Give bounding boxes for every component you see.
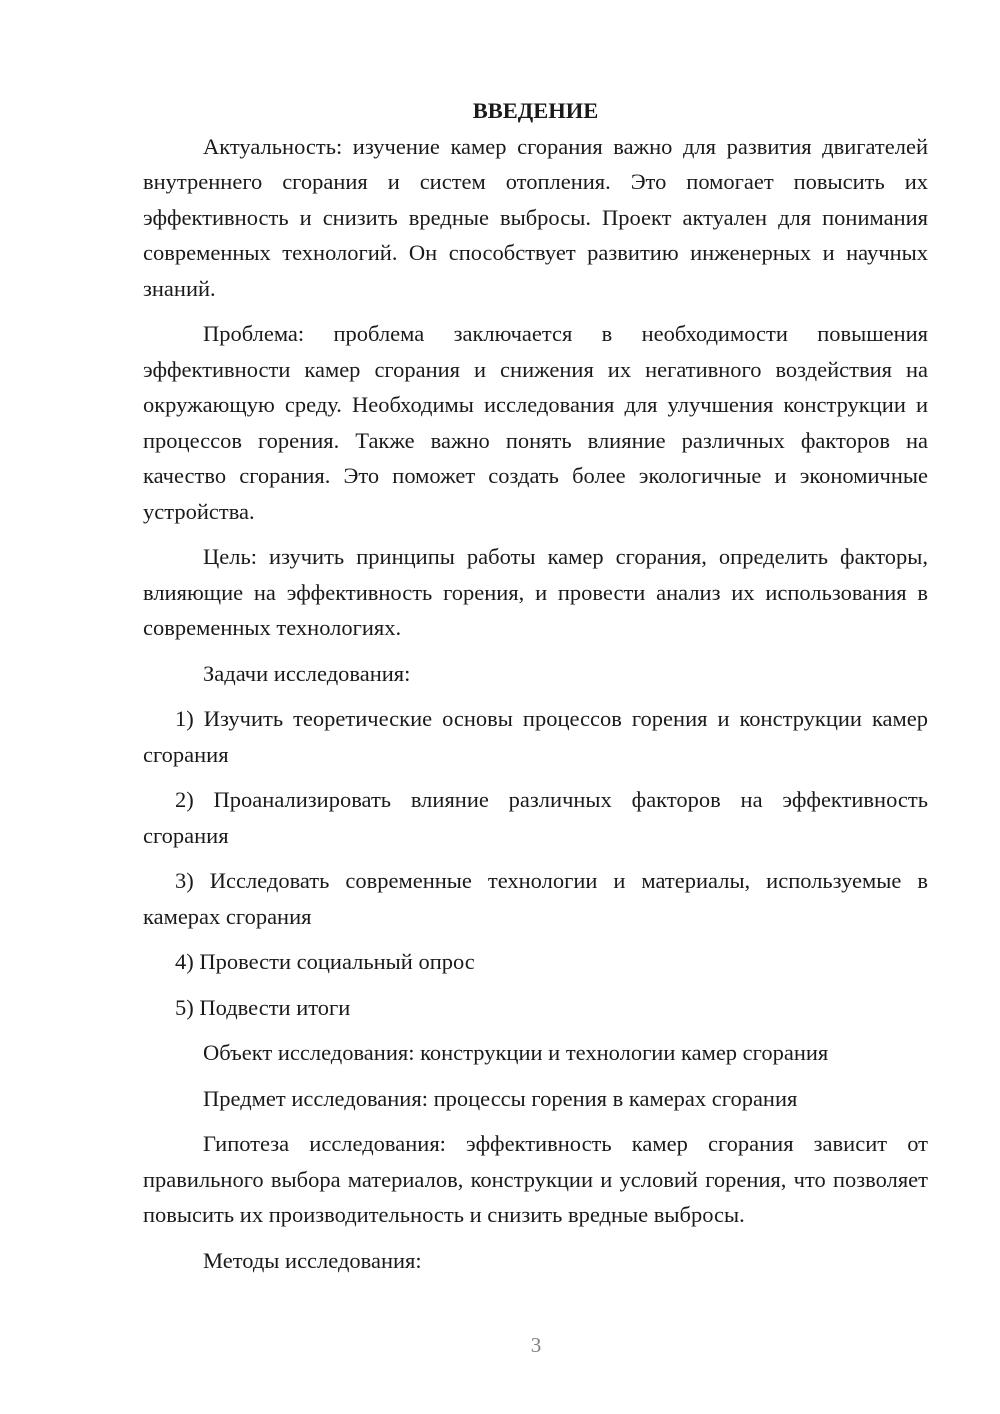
paragraph-subject: Предмет исследования: процессы горения в камерах сгорания [203, 1085, 798, 1111]
task-item-4: 4) Провести социальный опрос [175, 949, 475, 974]
task-item-2: 2) Проанализировать влияние различных факторов на эффективность сгорания [143, 787, 928, 848]
task-item-3: 3) Исследовать современные технологии и материалы, используемые в камерах сгорания [143, 868, 928, 929]
task-item-1: 1) Изучить теоретические основы процессов горения и конструкции камер сгорания [143, 706, 928, 767]
page-content [143, 93, 928, 1278]
task-item-5: 5) Подвести итоги [175, 994, 351, 1020]
section-title: ВВЕДЕНИЕ [472, 98, 599, 123]
paragraph-methods: Методы исследования: [203, 1247, 422, 1273]
paragraph-tasks-heading: Задачи исследования: [203, 660, 411, 686]
paragraph-object: Объект исследования: конструкции и технологии камер сгорания [203, 1040, 829, 1065]
paragraph-problem: Проблема: проблема заключается в необходимости повышения эффективности камер сгорания и снижения их негативного воздействия на окружающую среду. Необходимы исследования для улучшения конструкции и процессов горения. Также важно понять влияние различных факторов на качество сгорания. Это поможет создать более экологичные и экономичные устройства. [143, 321, 928, 524]
page-number: 3 [530, 1333, 542, 1357]
paragraph-hypothesis: Гипотеза исследования: эффективность камер сгорания зависит от правильного выбора материалов, конструкции и условий горения, что позволяет повысить их производительность и снизить вредные выбросы. [143, 1131, 928, 1227]
paragraph-relevance: Актуальность: изучение камер сгорания важно для развития двигателей внутреннего сгорания и систем отопления. Это помогает повысить их эффективность и снизить вредные выбросы. Проект актуален для понимания современных технологий. Он способствует развитию инженерных и научных знаний. [143, 133, 928, 301]
paragraph-goal: Цель: изучить принципы работы камер сгорания, определить факторы, влияющие на эффективность горения, и провести анализ их использования в современных технологиях. [143, 544, 928, 640]
